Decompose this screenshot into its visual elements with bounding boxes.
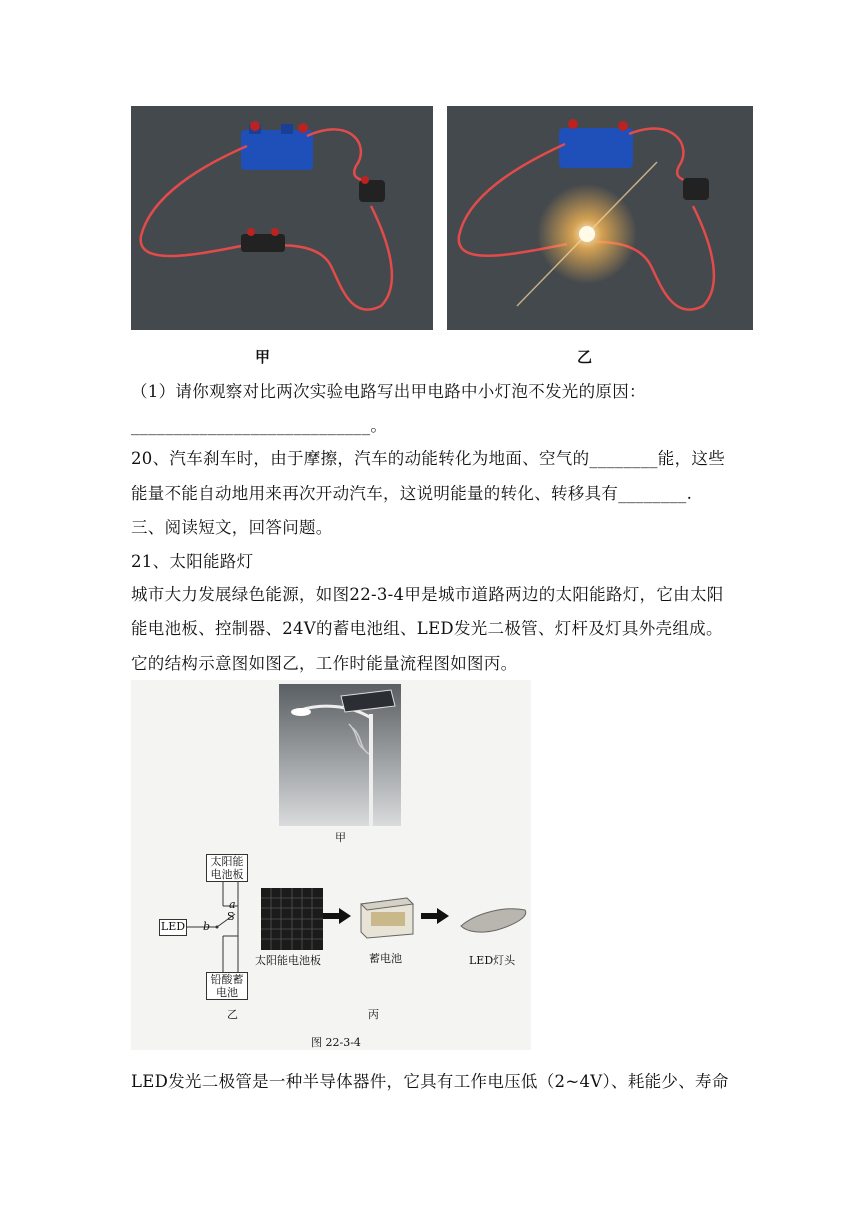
switch-label-a: a xyxy=(229,898,236,911)
photo-caption-jia: 甲 xyxy=(255,348,271,366)
figure-label-yi: 乙 xyxy=(227,1008,238,1021)
answer-blank-19-1: ____________________________。 xyxy=(131,416,388,435)
switch-label-s: S xyxy=(227,910,235,923)
question-20-line2: 能量不能自动地用来再次开动汽车，这说明能量的转化、转移具有________. xyxy=(131,484,693,503)
paragraph-line-3: 它的结构示意图如图乙，工作时能量流程图如图丙。 xyxy=(131,654,518,673)
figure-22-3-4 xyxy=(131,680,531,1050)
solar-panel-box: 太阳能 电池板 xyxy=(206,854,248,882)
question-21-title: 21、太阳能路灯 xyxy=(131,552,254,571)
led-head-image xyxy=(457,902,529,936)
flow-label-battery: 蓄电池 xyxy=(369,952,402,965)
figure-label-jia: 甲 xyxy=(335,831,346,844)
photo-caption-yi: 乙 xyxy=(577,348,593,366)
paragraph-last-line: LED发光二极管是一种半导体器件，它具有工作电压低（2~4V）、耗能少、寿命 xyxy=(131,1072,729,1091)
question-19-1: （1）请你观察对比两次实验电路写出甲电路中小灯泡不发光的原因： xyxy=(131,382,646,401)
paragraph-line-2: 能电池板、控制器、24V的蓄电池组、LED发光二极管、灯杆及灯具外壳组成。 xyxy=(131,619,723,638)
lead-acid-battery-box: 铅酸蓄 电池 xyxy=(206,972,248,1000)
figure-caption: 图 22-3-4 xyxy=(311,1036,361,1049)
circuit-schematic xyxy=(131,680,531,1050)
circuit-photo-yi xyxy=(447,106,753,330)
section-3-heading: 三、阅读短文，回答问题。 xyxy=(131,518,333,537)
circuit-photo-jia xyxy=(131,106,433,330)
flow-label-led: LED灯头 xyxy=(469,954,516,967)
switch-label-b: b xyxy=(203,920,211,933)
led-box: LED xyxy=(159,919,187,936)
flow-label-solar: 太阳能电池板 xyxy=(255,954,321,967)
solar-panel-image xyxy=(261,888,323,950)
arrow-icon xyxy=(323,908,351,924)
paragraph-line-1: 城市大力发展绿色能源，如图22-3-4甲是城市道路两边的太阳能路灯，它由太阳 xyxy=(131,585,724,604)
arrow-icon xyxy=(421,908,449,924)
question-20-line1: 20、汽车刹车时，由于摩擦，汽车的动能转化为地面、空气的________能，这些 xyxy=(131,449,725,468)
figure-label-bing: 丙 xyxy=(368,1008,379,1021)
battery-image xyxy=(357,890,415,940)
